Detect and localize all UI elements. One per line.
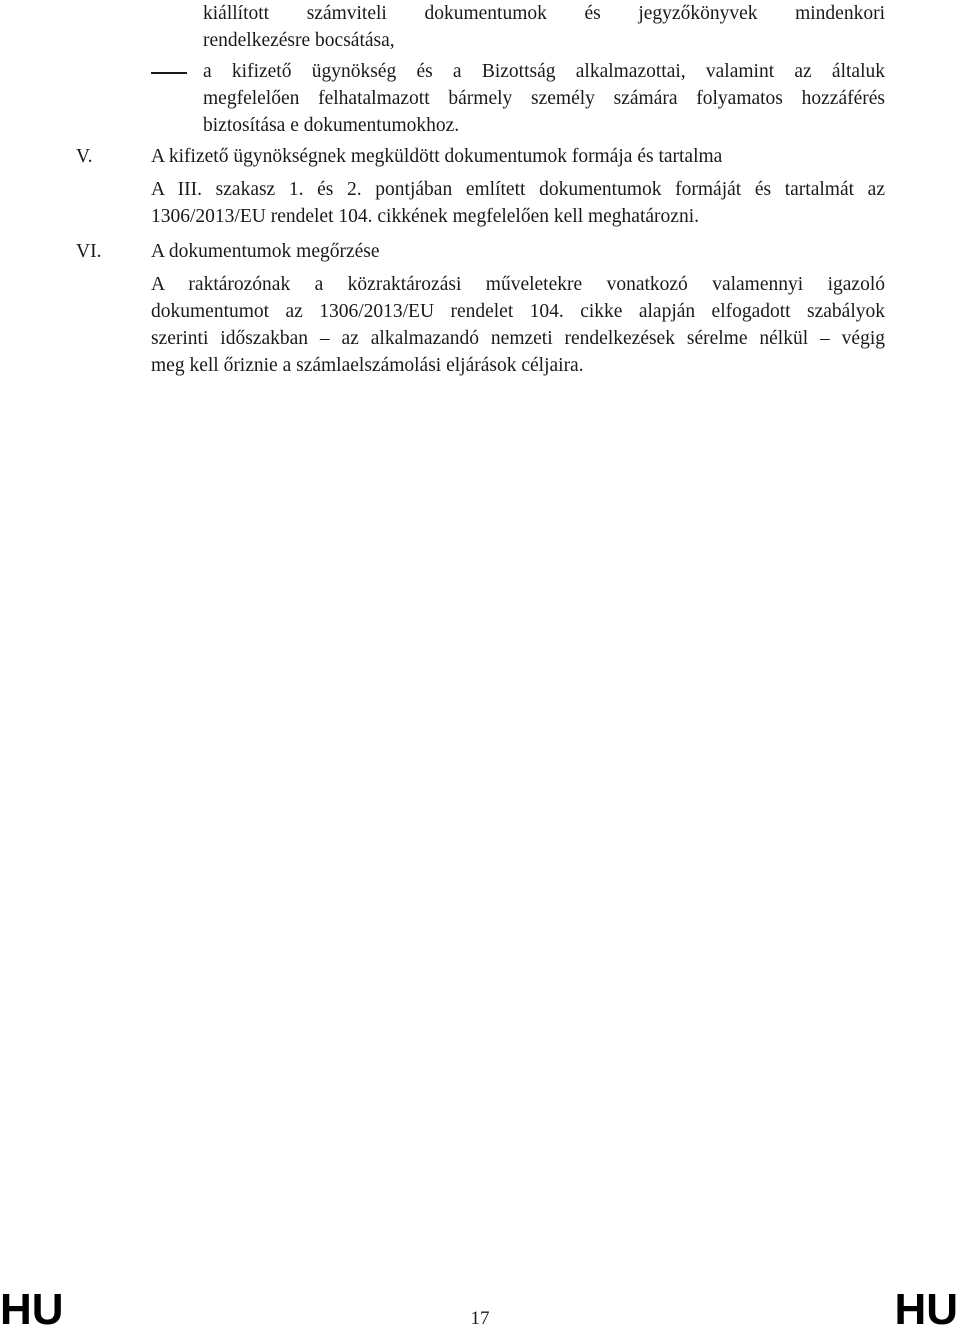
section-heading: A kifizető ügynökségnek megküldött dokumentumok formája és tartalma xyxy=(151,146,723,167)
bullet-paragraph xyxy=(203,58,885,139)
dash-bullet-icon xyxy=(151,72,187,74)
footer-language-right: HU xyxy=(894,1285,958,1334)
text-line: rendelkezésre bocsátása, xyxy=(203,30,395,51)
section-heading: A dokumentumok megőrzése xyxy=(151,241,380,262)
text-line: A III. szakasz 1. és 2. pontjában említett dokumentumok formáját és tartalmát az xyxy=(151,179,885,200)
text-line: meg kell őriznie a számlaelszámolási eljárások céljaira. xyxy=(151,355,584,376)
text-line: kiállított számviteli dokumentumok és jegyzőkönyvek mindenkori xyxy=(203,3,885,24)
text-line: megfelelően felhatalmazott bármely személy számára folyamatos hozzáférés xyxy=(203,88,885,109)
continuation-paragraph xyxy=(203,0,885,54)
text-line: a kifizető ügynökség és a Bizottság alkalmazottai, valamint az általuk xyxy=(203,61,885,82)
text-line: dokumentumot az 1306/2013/EU rendelet 104. cikke alapján elfogadott szabályok xyxy=(151,301,885,322)
footer-language-left: HU xyxy=(0,1285,64,1334)
section-body xyxy=(151,271,885,379)
text-line: szerinti időszakban – az alkalmazandó nemzeti rendelkezések sérelme nélkül – végig xyxy=(151,328,885,349)
section-body xyxy=(151,176,885,230)
section-number: V. xyxy=(76,146,93,167)
text-line: biztosítása e dokumentumokhoz. xyxy=(203,115,460,136)
text-line: A raktározónak a közraktározási műveletekre vonatkozó valamennyi igazoló xyxy=(151,274,885,295)
section-number: VI. xyxy=(76,241,102,262)
text-line: 1306/2013/EU rendelet 104. cikkének megfelelően kell meghatározni. xyxy=(151,206,699,227)
page-number: 17 xyxy=(470,1308,490,1329)
